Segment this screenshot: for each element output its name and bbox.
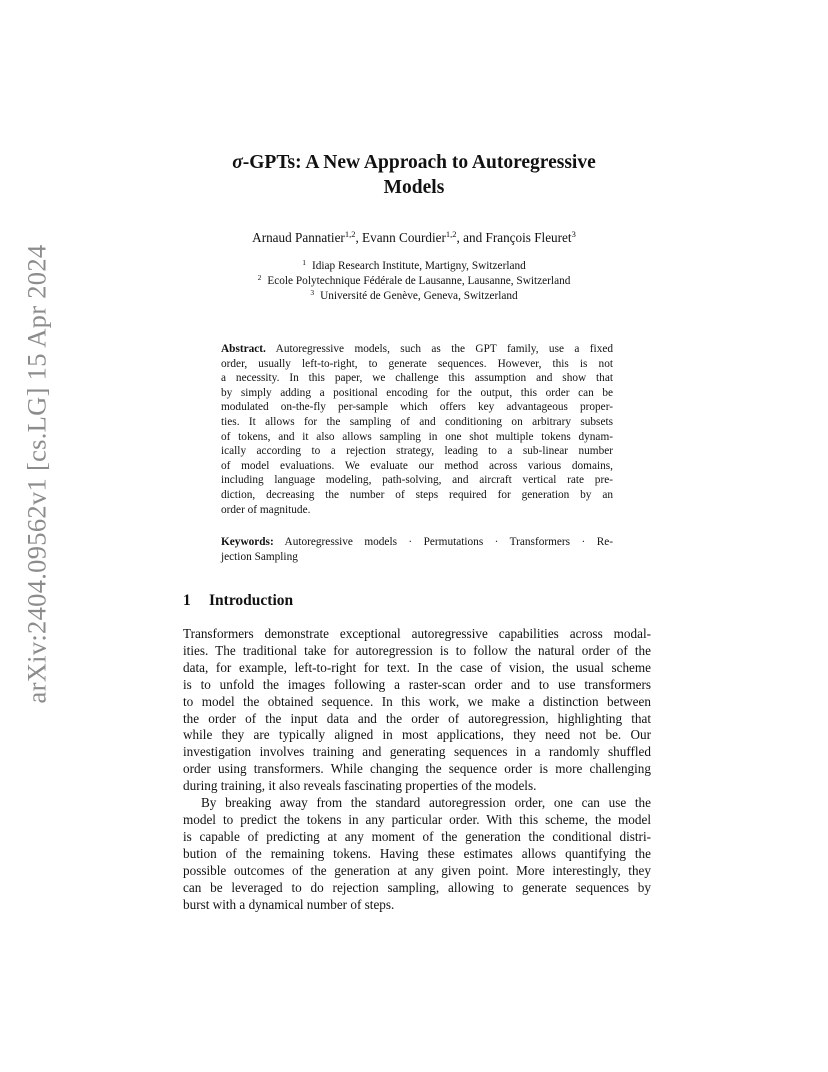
- affiliation-marker: 1: [302, 258, 306, 267]
- intro-line: while they are typically aligned in most applications, they need not be. Our: [183, 727, 651, 743]
- intro-line: data, for example, left-to-right for text. In the case of vision, the usual scheme: [183, 659, 651, 675]
- section-title: Introduction: [209, 592, 294, 609]
- abstract-line: by simply adding a positional encoding for the output, this order can be: [221, 386, 613, 399]
- title-line-1-text: -GPTs: A New Approach to Autoregressive: [242, 152, 596, 173]
- abstract-label: Abstract.: [221, 343, 266, 355]
- author-affiliation-marker: 1,2: [445, 229, 457, 239]
- abstract-line: [221, 342, 613, 357]
- author-list: [150, 229, 678, 246]
- keywords-line: [221, 535, 613, 550]
- author-separator: ,: [355, 230, 363, 245]
- intro-line: burst with a dynamical number of steps.: [183, 896, 395, 912]
- affiliation-3: [150, 289, 678, 303]
- intro-line: during training, it also reveals fascinating properties of the models.: [183, 778, 537, 794]
- abstract-line: a necessity. In this paper, we challenge this assumption and show that: [221, 372, 613, 385]
- affiliation-text: Ecole Polytechnique Fédérale de Lausanne, Lausanne, Switzerland: [267, 275, 571, 287]
- intro-line: possible outcomes of the generation at any given point. More interestingly, they: [183, 862, 651, 878]
- author-name: François Fleuret: [485, 230, 572, 245]
- affiliation-text: Université de Genève, Geneva, Switzerland: [320, 290, 518, 302]
- author-name: Arnaud Pannatier: [252, 230, 345, 245]
- affiliation-marker: 2: [257, 273, 262, 282]
- abstract-line: modulated on-the-fly per-sample which offers key advantageous proper-: [221, 401, 613, 414]
- intro-line: order using transformers. While changing the sequence order is more challenging: [183, 761, 651, 777]
- intro-line: Transformers demonstrate exceptional autoregressive capabilities across modal-: [183, 626, 651, 641]
- abstract-line: ties. It allows for the sampling of and conditioning on arbitrary subsets: [221, 415, 613, 428]
- abstract-line: including language modeling, path-solving, and aircraft vertical rate pre-: [221, 474, 613, 487]
- arxiv-identifier-stamp: arXiv:2404.09562v1 [cs.LG] 15 Apr 2024: [21, 244, 52, 704]
- section-number: 1: [183, 592, 191, 609]
- affiliation-2: [150, 274, 678, 288]
- author-separator: , and: [456, 230, 486, 245]
- intro-line: bution of the remaining tokens. Having these estimates allows quantifying the: [183, 845, 651, 861]
- keywords-line: jection Sampling: [221, 550, 298, 563]
- author-name: Evann Courdier: [362, 230, 446, 245]
- introduction-body: [183, 626, 651, 913]
- abstract-line: of model evaluations. We evaluate our method across various domains,: [221, 459, 613, 472]
- affiliation-1: [150, 259, 678, 273]
- abstract: [221, 342, 613, 517]
- title-sigma: σ: [232, 152, 243, 173]
- author-affiliation-marker: 1,2: [344, 229, 356, 239]
- intro-line: investigation involves training and generating sequences in a randomly shuffled: [183, 744, 651, 760]
- title-line-2: Models: [383, 177, 445, 198]
- keywords: [221, 535, 613, 564]
- abstract-line: diction, decreasing the number of steps required for generation by an: [221, 488, 613, 501]
- section-heading-introduction: [183, 591, 293, 611]
- title-line-1: [150, 150, 678, 175]
- keywords-label: Keywords:: [221, 536, 274, 548]
- keywords-line-text: Autoregressive models · Permutations · Transformers · Re-: [284, 536, 613, 548]
- paper-title: [150, 150, 678, 200]
- intro-line: By breaking away from the standard autoregression order, one can use the: [201, 795, 651, 811]
- intro-line: model to predict the tokens in any particular order. With this scheme, the model: [183, 811, 651, 827]
- abstract-line: order of magnitude.: [221, 503, 311, 516]
- intro-line: can be leveraged to do rejection sampling, allowing to generate sequences by: [183, 879, 651, 895]
- affiliation-text: Idiap Research Institute, Martigny, Switzerland: [311, 260, 526, 272]
- intro-line: to model the obtained sequence. In this work, we make a distinction between: [183, 693, 651, 709]
- author-affiliation-marker: 3: [571, 229, 576, 239]
- intro-line: ities. The traditional take for autoregression is to follow the natural order of the: [183, 642, 651, 658]
- intro-line: the order of the input data and the order of autoregression, highlighting that: [183, 710, 651, 726]
- intro-line: is to unfold the images following a raster-scan order and to use transformers: [183, 676, 651, 692]
- affiliation-marker: 3: [310, 288, 315, 297]
- abstract-line-text: Autoregressive models, such as the GPT family, use a fixed: [275, 343, 614, 355]
- abstract-line: ically according to a rejection strategy, leading to a sub-linear number: [221, 445, 613, 458]
- intro-line: is capable of predicting at any moment of the generation the conditional distri-: [183, 828, 651, 844]
- abstract-line: of tokens, and it also allows sampling in one shot multiple tokens dynam-: [221, 430, 613, 443]
- abstract-line: order, usually left-to-right, to generate sequences. However, this is not: [221, 357, 613, 370]
